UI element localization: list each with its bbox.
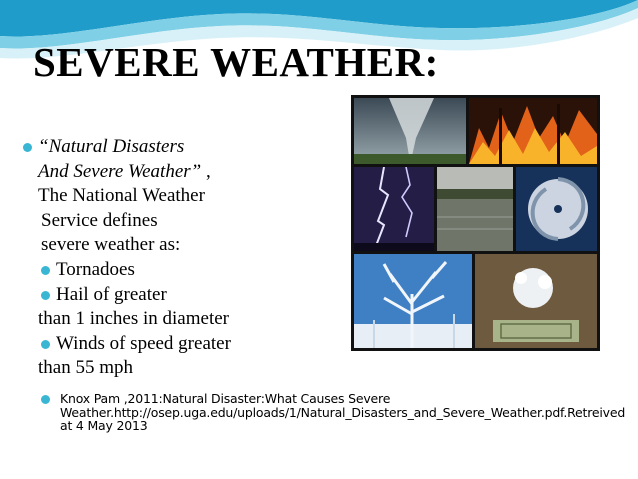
source-title-line-2: And Severe Weather”: [38, 160, 206, 182]
bullet-icon: [41, 266, 50, 275]
lightning-image: [354, 167, 434, 251]
text-line: [38, 160, 358, 185]
bullet-line: [38, 332, 358, 357]
bullet-icon: [41, 395, 50, 404]
bullet-icon: [41, 291, 50, 300]
bullet-icon: [41, 340, 50, 349]
flood-image: [437, 167, 513, 251]
comma: ,: [205, 160, 211, 182]
text-line: than 1 inches in diameter: [38, 308, 229, 330]
bullet-line: [38, 283, 358, 308]
hurricane-image: [516, 167, 597, 251]
reference-text: Knox Pam ,2011:Natural Disaster:What Causes Severe Weather.http://osep.uga.edu/uploads/1/Natural_Disasters_and_Severe_Weather.pdf.Retreived at 4 May 2013: [60, 391, 626, 433]
bullet-tornadoes: Tornadoes: [56, 258, 135, 280]
tornado-image: [354, 98, 466, 164]
text-line: than 55 mph: [38, 357, 133, 379]
source-title-line-1: “Natural Disasters: [38, 136, 185, 157]
bullet-line: [38, 258, 358, 283]
weather-photo-collage: [351, 95, 600, 351]
ice-storm-image: [354, 254, 472, 348]
slide-title: SEVERE WEATHER:: [33, 39, 439, 85]
reference-citation: [60, 391, 626, 433]
wildfire-image: [469, 98, 597, 164]
bullet-line: [38, 135, 358, 160]
text-line: Service defines: [41, 209, 158, 231]
bullet-winds: Winds of speed greater: [56, 332, 231, 354]
bullet-hail: Hail of greater: [56, 283, 167, 305]
hailstones-image: [475, 254, 597, 348]
text-line: severe weather as:: [41, 234, 181, 256]
text-line: The National Weather: [38, 185, 205, 207]
slide-body: [38, 135, 358, 381]
bullet-icon: [23, 143, 32, 152]
